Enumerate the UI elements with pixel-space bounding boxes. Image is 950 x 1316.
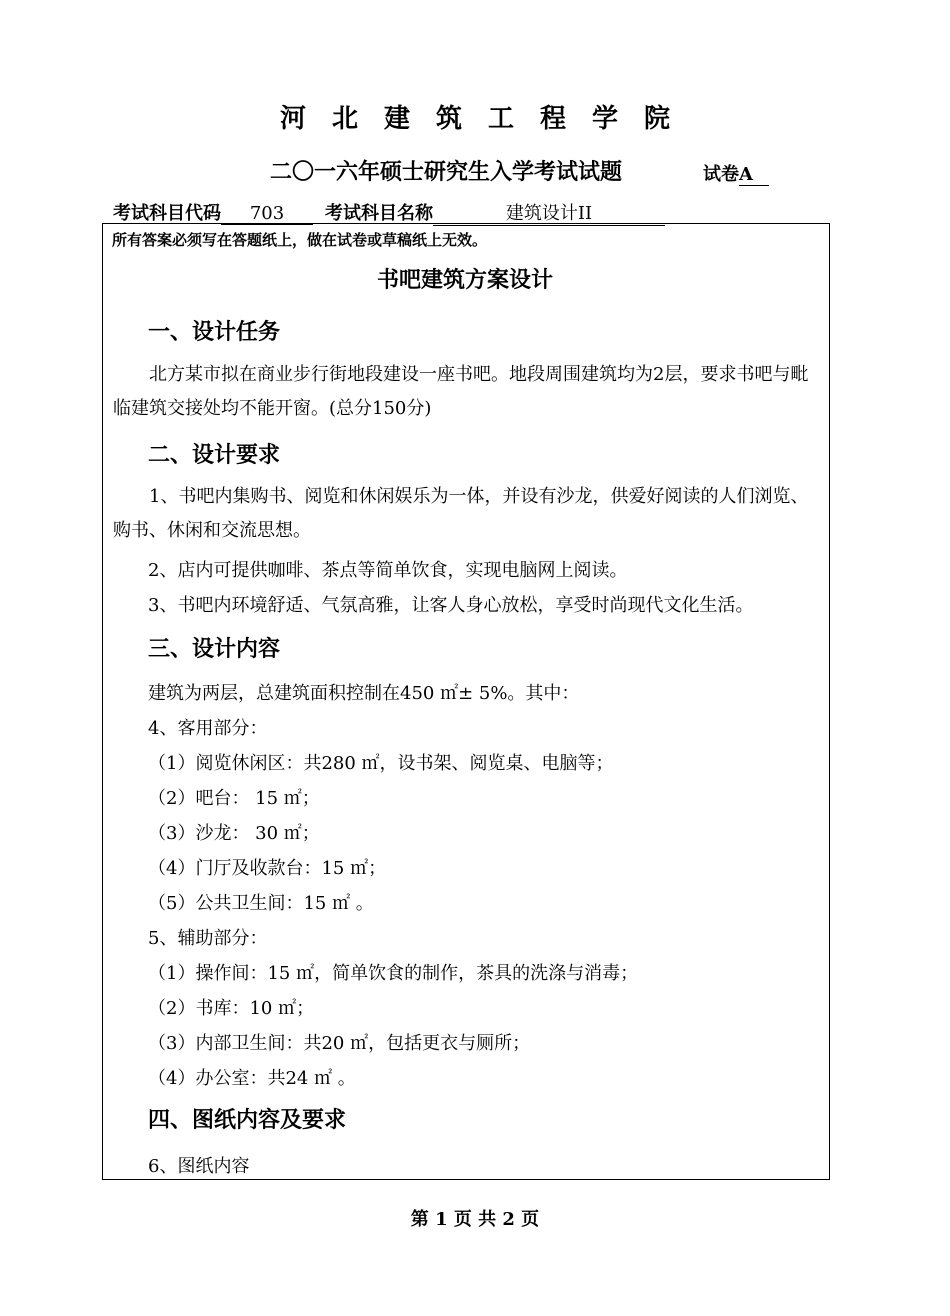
guest-item: （1）阅览休闲区：共280 ㎡，设书架、阅览桌、电脑等； [148, 753, 614, 774]
area-intro: 建筑为两层，总建筑面积控制在450 ㎡± 5%。其中： [148, 683, 580, 704]
paper-value: A [739, 164, 769, 186]
paper-version [703, 160, 769, 186]
subject-code-value: 703 [221, 203, 313, 225]
guest-item: （2）吧台： 15 ㎡； [148, 788, 320, 809]
document-title: 书吧建筑方案设计 [376, 267, 553, 293]
section-heading-4: 四、图纸内容及要求 [148, 1107, 347, 1133]
section-heading-2: 二、设计要求 [148, 442, 281, 468]
paper-label: 试卷 [703, 164, 739, 185]
auxiliary-item: （2）书库：10 ㎡； [148, 998, 315, 1019]
page-footer: 第 1 页 共 2 页 [410, 1209, 540, 1230]
subject-row [113, 199, 665, 226]
requirement-item-2: 2、店内可提供咖啡、茶点等简单饮食，实现电脑网上阅读。 [148, 560, 628, 581]
section-1-paragraph: 北方某市拟在商业步行街地段建设一座书吧。地段周围建筑均为2层，要求书吧与毗临建筑交接处均不能开窗。(总分150分) [113, 364, 809, 419]
subject-name-label: 考试科目名称 [325, 203, 433, 224]
exam-title: 二〇一六年硕士研究生入学考试试题 [270, 159, 623, 185]
section-heading-3: 三、设计内容 [148, 636, 281, 662]
requirement-item-3: 3、书吧内环境舒适、气氛高雅，让客人身心放松，享受时尚现代文化生活。 [148, 595, 754, 616]
auxiliary-item: （3）内部卫生间：共20 ㎡，包括更衣与厕所； [148, 1033, 531, 1054]
auxiliary-item: （4）办公室：共24 ㎡ 。 [148, 1068, 356, 1089]
auxiliary-item: （1）操作间：15 ㎡，简单饮食的制作，茶具的洗涤与消毒； [148, 963, 639, 984]
guest-item: （5）公共卫生间：15 ㎡ 。 [148, 893, 374, 914]
subject-code-label: 考试科目代码 [113, 203, 221, 224]
section-heading-1: 一、设计任务 [148, 319, 281, 345]
guest-item: （3）沙龙： 30 ㎡； [148, 823, 320, 844]
answer-notice: 所有答案必须写在答题纸上，做在试卷或草稿纸上无效。 [112, 231, 488, 249]
requirement-item-1: 1、书吧内集购书、阅览和休闲娱乐为一体，并设有沙龙，供爱好阅读的人们浏览、购书、休闲和交流思想。 [113, 486, 809, 541]
drawing-content-item: 6、图纸内容 [148, 1156, 250, 1177]
guest-part-title: 4、客用部分： [148, 718, 268, 739]
auxiliary-part-title: 5、辅助部分： [148, 928, 268, 949]
guest-item: （4）门厅及收款台：15 ㎡； [148, 858, 387, 879]
subject-name-value: 建筑设计II [433, 199, 665, 226]
school-name: 河北建筑工程学院 [279, 104, 696, 134]
